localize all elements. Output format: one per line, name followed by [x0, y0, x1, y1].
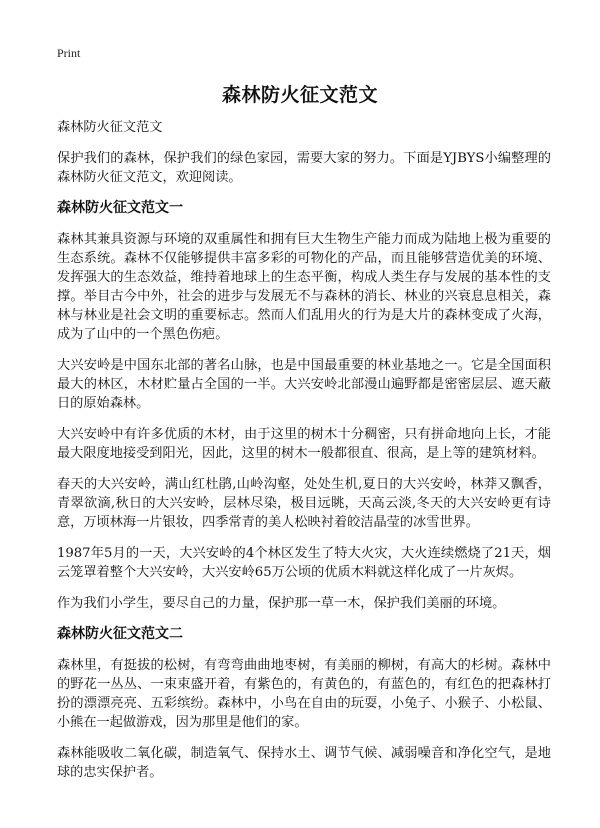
- section-heading-2: 森林防火征文范文二: [57, 626, 183, 642]
- section-1-paragraph: 森林其兼具资源与环境的双重属性和拥有巨大生物生产能力而成为陆地上极为重要的生态系统。森林不仅能够提供丰富多彩的可物化的产品，而且能够营造优美的环境、发挥强大的生态效益，维持着地球上的生态平衡，构成人类生存与发展的基本性的支撑。举目古今中外，社会的进步与发展无不与森林的消长、林业的兴衰息息相关，森林与林业是社会文明的重要标志。然而人们乱用火的行为是大片的森林变成了火海，成为了山中的一个黑色伤疤。: [57, 232, 551, 342]
- page-title: 森林防火征文范文: [221, 84, 378, 106]
- intro-paragraph: 保护我们的森林，保护我们的绿色家园，需要大家的努力。下面是YJBYS小编整理的森林防火征文范文，欢迎阅读。: [57, 151, 551, 185]
- article-body: [57, 118, 551, 794]
- section-1-paragraph: 作为我们小学生，要尽自己的力量，保护那一草一木，保护我们美丽的环境。: [57, 596, 506, 611]
- section-2-paragraph: 森林能吸收二氧化碳，制造氧气、保持水土、调节气候、减弱噪音和净化空气，是地球的忠实保护者。: [57, 746, 551, 780]
- section-heading-1: 森林防火征文范文一: [57, 200, 183, 216]
- print-link[interactable]: Print: [57, 46, 81, 60]
- section-1-paragraph: 大兴安岭是中国东北部的著名山脉，也是中国最重要的林业基地之一。它是全国面积最大的林区，木材贮量占全国的一半。大兴安岭北部漫山遍野都是密密层层、遮天蔽日的原始森林。: [57, 358, 551, 411]
- section-2-paragraph: 森林里，有挺拔的松树，有弯弯曲曲地枣树，有美丽的柳树，有高大的杉树。森林中的野花一丛丛、一束束盛开着，有紫色的，有黄色的，有蓝色的，有红色的把森林打扮的漂漂亮亮、五彩缤纷。森林中，小鸟在自由的玩耍，小兔子、小猴子、小松鼠、小熊在一起做游戏，因为那里是他们的家。: [57, 658, 551, 730]
- section-1-paragraph: 春天的大兴安岭，满山红杜鹃,山岭沟壑，处处生机,夏日的大兴安岭，林莽又飘香，青翠欲滴,秋日的大兴安岭，层林尽染，极目远眺，天高云淡,冬天的大兴安岭更有诗意，万顷林海一片银妆，四季常青的美人松映衬着皎洁晶莹的冰雪世界。: [57, 477, 551, 530]
- section-1-paragraph: 大兴安岭中有许多优质的木材，由于这里的树木十分稠密，只有拼命地向上长，才能最大限度地接受到阳光，因此，这里的树木一般都很直、很高，是上等的建筑材料。: [57, 427, 551, 461]
- section-1-paragraph: 1987年5月的一天，大兴安岭的4个林区发生了特大火灾，大火连续燃烧了21天，烟云笼罩着整个大兴安岭，大兴安岭65万公顷的优质木料就这样化成了一片灰烬。: [57, 546, 551, 580]
- article-subtitle: 森林防火征文范文: [57, 120, 163, 135]
